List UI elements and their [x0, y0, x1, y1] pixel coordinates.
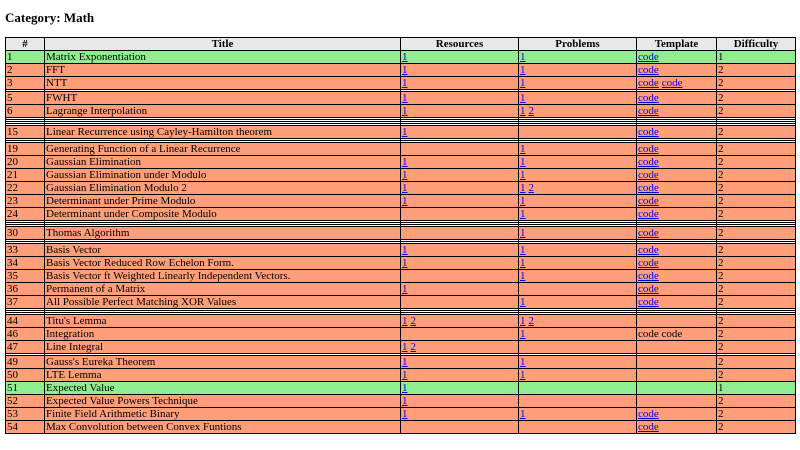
- table-body: [6, 51, 796, 434]
- row-resources: [401, 356, 519, 369]
- row-resources: [401, 257, 519, 270]
- row-title: Lagrange Interpolation: [45, 105, 401, 118]
- table-row: [6, 169, 796, 182]
- row-problems: [519, 283, 637, 296]
- row-difficulty: 2: [717, 421, 796, 434]
- row-problems: [519, 143, 637, 156]
- row-number: 46: [6, 328, 45, 341]
- table-row: [6, 64, 796, 77]
- row-template: [637, 195, 717, 208]
- header-resources: Resources: [401, 38, 519, 51]
- row-number: 53: [6, 408, 45, 421]
- row-problems: [519, 92, 637, 105]
- problem-link[interactable]: 1: [520, 227, 526, 239]
- template-code-link: code: [661, 328, 683, 340]
- template-code-link[interactable]: code: [638, 143, 659, 155]
- row-title: Thomas Algorithm: [45, 227, 401, 240]
- table-row: [6, 315, 796, 328]
- row-problems: [519, 51, 637, 64]
- row-title: Gaussian Elimination Modulo 2: [45, 182, 401, 195]
- template-code-link[interactable]: code: [638, 126, 659, 138]
- row-number: 23: [6, 195, 45, 208]
- problem-link[interactable]: 1: [520, 408, 526, 420]
- row-resources: [401, 143, 519, 156]
- row-problems: [519, 315, 637, 328]
- row-resources: [401, 270, 519, 283]
- row-number: 47: [6, 341, 45, 354]
- table-row: [6, 51, 796, 64]
- row-template: [637, 92, 717, 105]
- row-difficulty: 2: [717, 64, 796, 77]
- template-code-link: code: [638, 328, 659, 340]
- row-resources: [401, 195, 519, 208]
- table-row: [6, 156, 796, 169]
- row-number: 19: [6, 143, 45, 156]
- row-difficulty: 2: [717, 356, 796, 369]
- row-problems: [519, 244, 637, 257]
- row-number: 44: [6, 315, 45, 328]
- row-template: [637, 156, 717, 169]
- problem-link[interactable]: 1: [520, 195, 526, 207]
- table-row: [6, 126, 796, 139]
- row-number: 15: [6, 126, 45, 139]
- row-resources: [401, 126, 519, 139]
- problem-link[interactable]: 2: [528, 105, 534, 117]
- problem-link[interactable]: 2: [528, 315, 534, 327]
- row-difficulty: 1: [717, 51, 796, 64]
- row-difficulty: 2: [717, 369, 796, 382]
- row-number: 5: [6, 92, 45, 105]
- header-template: Template: [637, 38, 717, 51]
- row-resources: [401, 395, 519, 408]
- row-number: 30: [6, 227, 45, 240]
- table-row: [6, 257, 796, 270]
- row-number: 3: [6, 77, 45, 90]
- row-problems: [519, 356, 637, 369]
- row-problems: [519, 408, 637, 421]
- problem-link[interactable]: 1: [520, 143, 526, 155]
- resource-link[interactable]: 1: [402, 105, 408, 117]
- problem-link[interactable]: 1: [520, 92, 526, 104]
- row-resources: [401, 92, 519, 105]
- row-template: [637, 315, 717, 328]
- row-number: 22: [6, 182, 45, 195]
- template-code-link[interactable]: code: [638, 105, 659, 117]
- row-template: [637, 296, 717, 309]
- row-difficulty: 2: [717, 296, 796, 309]
- resource-link[interactable]: 1: [402, 382, 408, 394]
- header-difficulty: Difficulty: [717, 38, 796, 51]
- row-title: Gaussian Elimination under Modulo: [45, 169, 401, 182]
- resource-link[interactable]: 1: [402, 169, 408, 181]
- row-template: [637, 169, 717, 182]
- row-number: 51: [6, 382, 45, 395]
- row-template: [637, 143, 717, 156]
- row-title: FWHT: [45, 92, 401, 105]
- problem-link[interactable]: 1: [520, 169, 526, 181]
- row-difficulty: 2: [717, 341, 796, 354]
- problem-link[interactable]: 1: [520, 208, 526, 220]
- table-row: [6, 356, 796, 369]
- template-code-link[interactable]: code: [638, 195, 659, 207]
- row-template: [637, 356, 717, 369]
- row-problems: [519, 382, 637, 395]
- problem-link[interactable]: 1: [520, 296, 526, 308]
- problem-link[interactable]: 1: [520, 51, 526, 63]
- row-title: Finite Field Arithmetic Binary: [45, 408, 401, 421]
- row-title: Expected Value Powers Technique: [45, 395, 401, 408]
- row-resources: [401, 421, 519, 434]
- template-code-link[interactable]: code: [638, 270, 659, 282]
- row-difficulty: 2: [717, 395, 796, 408]
- row-title: Gaussian Elimination: [45, 156, 401, 169]
- row-title: Determinant under Composite Modulo: [45, 208, 401, 221]
- resource-link[interactable]: 1: [402, 395, 408, 407]
- row-resources: [401, 208, 519, 221]
- table-row: [6, 395, 796, 408]
- template-code-link[interactable]: code: [638, 92, 659, 104]
- row-difficulty: 2: [717, 257, 796, 270]
- resource-link[interactable]: 1: [402, 369, 408, 381]
- resource-link[interactable]: 1: [402, 64, 408, 76]
- row-difficulty: 2: [717, 92, 796, 105]
- row-difficulty: 2: [717, 143, 796, 156]
- row-number: 52: [6, 395, 45, 408]
- row-difficulty: 2: [717, 227, 796, 240]
- row-difficulty: 2: [717, 156, 796, 169]
- row-problems: [519, 395, 637, 408]
- row-template: [637, 208, 717, 221]
- row-problems: [519, 369, 637, 382]
- row-number: 33: [6, 244, 45, 257]
- template-code-link[interactable]: code: [638, 182, 659, 194]
- problem-link[interactable]: 1: [520, 328, 526, 340]
- row-problems: [519, 328, 637, 341]
- problem-link[interactable]: 1: [520, 356, 526, 368]
- row-title: LTE Lemma: [45, 369, 401, 382]
- resource-link[interactable]: 2: [410, 315, 416, 327]
- resource-link[interactable]: 1: [402, 283, 408, 295]
- template-code-link[interactable]: code: [638, 77, 659, 89]
- template-code-link[interactable]: code: [638, 257, 659, 269]
- row-resources: [401, 382, 519, 395]
- row-template: [637, 244, 717, 257]
- row-difficulty: 2: [717, 315, 796, 328]
- table-row: [6, 283, 796, 296]
- table-row: [6, 421, 796, 434]
- template-code-link[interactable]: code: [638, 51, 659, 63]
- row-problems: [519, 156, 637, 169]
- row-template: [637, 270, 717, 283]
- row-number: 34: [6, 257, 45, 270]
- row-template: [637, 77, 717, 90]
- row-difficulty: 2: [717, 77, 796, 90]
- row-template: [637, 257, 717, 270]
- problem-link[interactable]: 1: [520, 244, 526, 256]
- resource-link[interactable]: 1: [402, 92, 408, 104]
- row-problems: [519, 227, 637, 240]
- row-difficulty: 2: [717, 169, 796, 182]
- resource-link[interactable]: 1: [402, 195, 408, 207]
- row-difficulty: 2: [717, 105, 796, 118]
- row-resources: [401, 341, 519, 354]
- template-code-link[interactable]: code: [638, 408, 659, 420]
- row-resources: [401, 64, 519, 77]
- row-difficulty: 2: [717, 328, 796, 341]
- row-difficulty: 2: [717, 195, 796, 208]
- row-difficulty: 2: [717, 408, 796, 421]
- problem-link[interactable]: 1: [520, 156, 526, 168]
- row-problems: [519, 296, 637, 309]
- problem-link[interactable]: 1: [520, 315, 526, 327]
- row-problems: [519, 421, 637, 434]
- row-template: [637, 105, 717, 118]
- resource-link[interactable]: 1: [402, 356, 408, 368]
- table-row: [6, 382, 796, 395]
- row-resources: [401, 328, 519, 341]
- problem-link[interactable]: 1: [520, 77, 526, 89]
- row-resources: [401, 182, 519, 195]
- row-template: [637, 328, 717, 341]
- row-problems: [519, 257, 637, 270]
- row-title: Basis Vector ft Weighted Linearly Independent Vectors.: [45, 270, 401, 283]
- resource-link[interactable]: 1: [402, 341, 408, 353]
- row-number: 20: [6, 156, 45, 169]
- row-template: [637, 182, 717, 195]
- row-number: 24: [6, 208, 45, 221]
- row-title: Line Integral: [45, 341, 401, 354]
- row-problems: [519, 64, 637, 77]
- row-number: 21: [6, 169, 45, 182]
- template-code-link[interactable]: code: [661, 77, 683, 89]
- table-row: [6, 296, 796, 309]
- row-title: Max Convolution between Convex Funtions: [45, 421, 401, 434]
- row-template: [637, 408, 717, 421]
- row-template: [637, 126, 717, 139]
- row-problems: [519, 195, 637, 208]
- row-problems: [519, 208, 637, 221]
- row-template: [637, 421, 717, 434]
- table-row: [6, 244, 796, 257]
- problem-link[interactable]: 1: [520, 369, 526, 381]
- table-row: [6, 369, 796, 382]
- row-difficulty: 2: [717, 208, 796, 221]
- table-row: [6, 328, 796, 341]
- row-difficulty: 2: [717, 244, 796, 257]
- row-title: FFT: [45, 64, 401, 77]
- topics-table: [5, 37, 796, 434]
- template-code-link[interactable]: code: [638, 64, 659, 76]
- row-title: Basis Vector Reduced Row Echelon Form.: [45, 257, 401, 270]
- row-number: 49: [6, 356, 45, 369]
- table-row: [6, 182, 796, 195]
- template-code-link[interactable]: code: [638, 296, 659, 308]
- row-problems: [519, 77, 637, 90]
- row-number: 50: [6, 369, 45, 382]
- template-code-link[interactable]: code: [638, 227, 659, 239]
- problem-link[interactable]: 2: [528, 182, 534, 194]
- row-title: NTT: [45, 77, 401, 90]
- row-resources: [401, 315, 519, 328]
- row-problems: [519, 105, 637, 118]
- problem-link[interactable]: 1: [520, 64, 526, 76]
- template-code-link[interactable]: code: [638, 169, 659, 181]
- row-problems: [519, 270, 637, 283]
- resource-link[interactable]: 1: [402, 156, 408, 168]
- table-row: [6, 408, 796, 421]
- row-resources: [401, 296, 519, 309]
- row-number: 54: [6, 421, 45, 434]
- table-row: [6, 227, 796, 240]
- table-row: [6, 195, 796, 208]
- row-difficulty: 2: [717, 182, 796, 195]
- row-number: 37: [6, 296, 45, 309]
- category-title: Category: Math: [5, 10, 95, 25]
- row-template: [637, 341, 717, 354]
- row-template: [637, 51, 717, 64]
- template-code-link[interactable]: code: [638, 156, 659, 168]
- row-title: Gauss's Eureka Theorem: [45, 356, 401, 369]
- row-template: [637, 227, 717, 240]
- row-number: 2: [6, 64, 45, 77]
- row-title: Linear Recurrence using Cayley-Hamilton theorem: [45, 126, 401, 139]
- resource-link[interactable]: 1: [402, 77, 408, 89]
- row-resources: [401, 156, 519, 169]
- problem-link[interactable]: 1: [520, 182, 526, 194]
- table-row: [6, 105, 796, 118]
- row-difficulty: 2: [717, 283, 796, 296]
- row-template: [637, 395, 717, 408]
- row-title: Integration: [45, 328, 401, 341]
- row-resources: [401, 105, 519, 118]
- row-template: [637, 64, 717, 77]
- template-code-link[interactable]: code: [638, 244, 659, 256]
- row-number: 1: [6, 51, 45, 64]
- row-title: Basis Vector: [45, 244, 401, 257]
- resource-link[interactable]: 1: [402, 244, 408, 256]
- problem-link[interactable]: 1: [520, 270, 526, 282]
- row-title: Matrix Exponentiation: [45, 51, 401, 64]
- table-row: [6, 208, 796, 221]
- row-title: Determinant under Prime Modulo: [45, 195, 401, 208]
- resource-link[interactable]: 2: [410, 341, 416, 353]
- problem-link[interactable]: 1: [520, 105, 526, 117]
- row-resources: [401, 77, 519, 90]
- row-title: Permanent of a Matrix: [45, 283, 401, 296]
- row-problems: [519, 169, 637, 182]
- table-row: [6, 92, 796, 105]
- header-number: #: [6, 38, 45, 51]
- problem-link[interactable]: 1: [520, 257, 526, 269]
- row-resources: [401, 283, 519, 296]
- resource-link[interactable]: 1: [402, 182, 408, 194]
- row-problems: [519, 182, 637, 195]
- resource-link[interactable]: 1: [402, 51, 408, 63]
- table-row: [6, 341, 796, 354]
- table-header-row: [6, 38, 796, 51]
- table-row: [6, 143, 796, 156]
- row-title: Generating Function of a Linear Recurrence: [45, 143, 401, 156]
- row-difficulty: 2: [717, 270, 796, 283]
- row-template: [637, 283, 717, 296]
- template-code-link[interactable]: code: [638, 208, 659, 220]
- row-problems: [519, 126, 637, 139]
- row-title: Expected Value: [45, 382, 401, 395]
- row-resources: [401, 369, 519, 382]
- row-number: 36: [6, 283, 45, 296]
- row-number: 35: [6, 270, 45, 283]
- row-title: Titu's Lemma: [45, 315, 401, 328]
- resource-link[interactable]: 1: [402, 257, 408, 269]
- row-resources: [401, 408, 519, 421]
- row-resources: [401, 51, 519, 64]
- row-title: All Possible Perfect Matching XOR Values: [45, 296, 401, 309]
- row-difficulty: 2: [717, 126, 796, 139]
- row-number: 6: [6, 105, 45, 118]
- template-code-link[interactable]: code: [638, 421, 659, 433]
- row-resources: [401, 244, 519, 257]
- row-difficulty: 1: [717, 382, 796, 395]
- template-code-link[interactable]: code: [638, 283, 659, 295]
- row-template: [637, 369, 717, 382]
- row-resources: [401, 227, 519, 240]
- header-title: Title: [45, 38, 401, 51]
- row-template: [637, 382, 717, 395]
- resource-link[interactable]: 1: [402, 408, 408, 420]
- resource-link[interactable]: 1: [402, 126, 408, 138]
- table-row: [6, 270, 796, 283]
- row-problems: [519, 341, 637, 354]
- resource-link[interactable]: 1: [402, 315, 408, 327]
- header-problems: Problems: [519, 38, 637, 51]
- table-row: [6, 77, 796, 90]
- row-resources: [401, 169, 519, 182]
